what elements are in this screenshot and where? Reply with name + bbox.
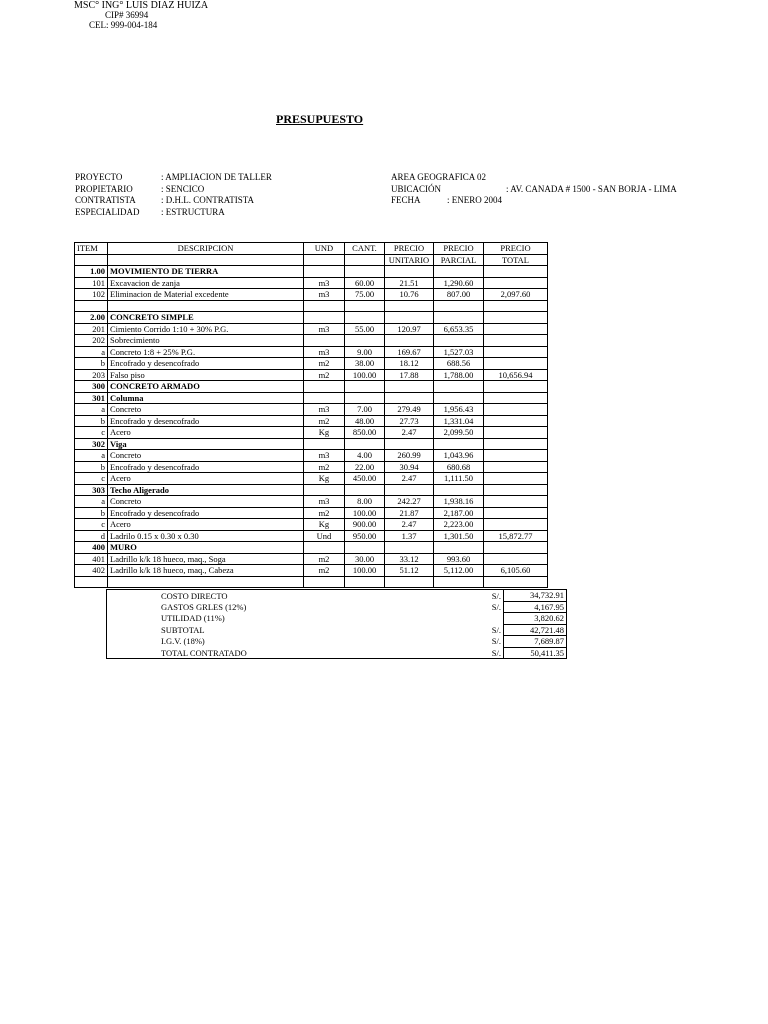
row-description: Excavacion de zanja	[108, 277, 304, 289]
row-partial-price: 1,788.00	[434, 369, 484, 381]
row-partial-price: 688.56	[434, 358, 484, 370]
row-description: Techo Aligerado	[108, 484, 304, 496]
row-quantity: 9.00	[345, 346, 385, 358]
row-item: 300	[75, 381, 108, 393]
row-item: d	[75, 530, 108, 542]
table-row	[75, 277, 548, 289]
row-total-price	[484, 323, 548, 335]
row-quantity: 60.00	[345, 277, 385, 289]
row-description: Ladrillo k/k 18 hueco, maq., Cabeza	[108, 565, 304, 577]
col-und-header-2	[304, 254, 345, 266]
row-partial-price	[434, 266, 484, 278]
row-description	[108, 576, 304, 588]
row-unit: m3	[304, 323, 345, 335]
info-value-propietario: : SENCICO	[161, 184, 205, 194]
row-unit	[304, 542, 345, 554]
row-item: 201	[75, 323, 108, 335]
row-description: Eliminacion de Material excedente	[108, 289, 304, 301]
row-total-price	[484, 346, 548, 358]
engineer-name: MSC° ING° LUIS DIAZ HUIZA	[74, 0, 209, 11]
row-total-price	[484, 404, 548, 416]
row-total-price	[484, 553, 548, 565]
row-unit	[304, 392, 345, 404]
table-row	[75, 323, 548, 335]
row-unit-price	[385, 300, 434, 312]
row-quantity: 38.00	[345, 358, 385, 370]
row-unit	[304, 381, 345, 393]
row-unit	[304, 438, 345, 450]
table-row	[75, 507, 548, 519]
col-cant-header-2	[345, 254, 385, 266]
row-unit-price: 30.94	[385, 461, 434, 473]
row-item: a	[75, 346, 108, 358]
row-quantity: 450.00	[345, 473, 385, 485]
table-row	[75, 358, 548, 370]
row-unit-price	[385, 542, 434, 554]
row-description: Encofrado y desencofrado	[108, 358, 304, 370]
table-row	[75, 576, 548, 588]
table-row	[75, 484, 548, 496]
col-pp-header-2: PARCIAL	[434, 254, 484, 266]
row-unit: m3	[304, 289, 345, 301]
table-row	[75, 289, 548, 301]
budget-table	[74, 242, 548, 588]
row-partial-price: 5,112.00	[434, 565, 484, 577]
col-item-header-2	[75, 254, 108, 266]
row-unit-price	[385, 312, 434, 324]
table-row	[75, 450, 548, 462]
row-total-price	[484, 507, 548, 519]
totals-currency: S/.	[458, 624, 504, 636]
row-unit-price: 2.47	[385, 519, 434, 531]
row-partial-price: 1,938.16	[434, 496, 484, 508]
col-desc-header: DESCRIPCION	[108, 243, 304, 255]
row-total-price	[484, 438, 548, 450]
row-unit-price: 242.27	[385, 496, 434, 508]
row-total-price	[484, 496, 548, 508]
row-quantity: 950.00	[345, 530, 385, 542]
info-label-contratista: CONTRATISTA	[75, 195, 136, 205]
row-description: Concreto 1:8 + 25% P.G.	[108, 346, 304, 358]
row-total-price	[484, 312, 548, 324]
row-description: Viga	[108, 438, 304, 450]
row-description: Encofrado y desencofrado	[108, 461, 304, 473]
row-quantity: 48.00	[345, 415, 385, 427]
row-item: a	[75, 496, 108, 508]
row-description: Cimiento Corrido 1:10 + 30% P.G.	[108, 323, 304, 335]
row-total-price	[484, 415, 548, 427]
col-desc-header-2	[108, 254, 304, 266]
row-unit: m2	[304, 565, 345, 577]
info-value-proyecto: : AMPLIACION DE TALLER	[161, 172, 272, 182]
row-partial-price: 1,956.43	[434, 404, 484, 416]
row-unit-price: 10.76	[385, 289, 434, 301]
row-item: 102	[75, 289, 108, 301]
engineer-phone: CEL: 999-004-184	[89, 20, 158, 30]
row-item: 400	[75, 542, 108, 554]
row-quantity: 22.00	[345, 461, 385, 473]
table-row	[75, 553, 548, 565]
row-total-price	[484, 358, 548, 370]
row-unit-price: 260.99	[385, 450, 434, 462]
row-quantity: 7.00	[345, 404, 385, 416]
row-unit-price: 279.49	[385, 404, 434, 416]
row-total-price	[484, 542, 548, 554]
row-item: 301	[75, 392, 108, 404]
row-partial-price	[434, 576, 484, 588]
table-row	[75, 473, 548, 485]
row-description: Falso piso	[108, 369, 304, 381]
row-unit-price: 2.47	[385, 427, 434, 439]
info-label-especialidad: ESPECIALIDAD	[75, 207, 140, 217]
totals-value: 42,721.48	[504, 624, 567, 636]
row-description: Sobrecimiento	[108, 335, 304, 347]
row-unit	[304, 484, 345, 496]
row-partial-price	[434, 484, 484, 496]
row-quantity	[345, 335, 385, 347]
row-unit-price	[385, 381, 434, 393]
row-unit-price: 1.37	[385, 530, 434, 542]
row-total-price	[484, 266, 548, 278]
totals-value: 3,820.62	[504, 613, 567, 625]
row-quantity: 30.00	[345, 553, 385, 565]
row-total-price: 2,097.60	[484, 289, 548, 301]
row-description: Concreto	[108, 450, 304, 462]
row-partial-price	[434, 312, 484, 324]
row-total-price: 10,656.94	[484, 369, 548, 381]
row-total-price	[484, 277, 548, 289]
totals-row	[107, 624, 567, 636]
row-unit	[304, 266, 345, 278]
row-total-price	[484, 576, 548, 588]
row-partial-price: 680.68	[434, 461, 484, 473]
row-unit-price	[385, 266, 434, 278]
row-item: 2.00	[75, 312, 108, 324]
row-item: c	[75, 427, 108, 439]
info-value-ubicacion: : AV. CANADA # 1500 - SAN BORJA - LIMA	[506, 184, 677, 194]
totals-table	[106, 589, 567, 659]
table-row	[75, 392, 548, 404]
row-description: Concreto	[108, 404, 304, 416]
col-item-header: ITEM	[75, 243, 108, 255]
info-label-proyecto: PROYECTO	[75, 172, 123, 182]
row-unit	[304, 312, 345, 324]
row-quantity: 850.00	[345, 427, 385, 439]
row-unit: m3	[304, 496, 345, 508]
row-partial-price: 2,099.50	[434, 427, 484, 439]
totals-label: COSTO DIRECTO	[161, 590, 228, 601]
row-partial-price: 1,301.50	[434, 530, 484, 542]
row-unit: m2	[304, 415, 345, 427]
row-unit-price: 2.47	[385, 473, 434, 485]
row-unit: m2	[304, 461, 345, 473]
row-description: CONCRETO SIMPLE	[108, 312, 304, 324]
row-quantity: 900.00	[345, 519, 385, 531]
row-item: 303	[75, 484, 108, 496]
row-partial-price: 2,187.00	[434, 507, 484, 519]
row-unit-price: 18.12	[385, 358, 434, 370]
row-description	[108, 300, 304, 312]
row-unit-price	[385, 335, 434, 347]
row-partial-price	[434, 438, 484, 450]
row-unit: m3	[304, 277, 345, 289]
row-partial-price: 807.00	[434, 289, 484, 301]
row-quantity: 55.00	[345, 323, 385, 335]
row-partial-price	[434, 542, 484, 554]
row-total-price	[484, 473, 548, 485]
row-unit-price: 17.88	[385, 369, 434, 381]
row-unit-price	[385, 438, 434, 450]
row-unit-price: 169.67	[385, 346, 434, 358]
totals-label: SUBTOTAL	[161, 624, 205, 635]
row-unit-price	[385, 484, 434, 496]
row-quantity: 8.00	[345, 496, 385, 508]
row-item: 402	[75, 565, 108, 577]
row-unit: m2	[304, 369, 345, 381]
row-quantity	[345, 300, 385, 312]
row-total-price: 6,105.60	[484, 565, 548, 577]
row-description: Columna	[108, 392, 304, 404]
row-quantity	[345, 266, 385, 278]
row-quantity: 100.00	[345, 507, 385, 519]
row-unit	[304, 576, 345, 588]
row-partial-price	[434, 300, 484, 312]
table-row	[75, 404, 548, 416]
row-quantity	[345, 542, 385, 554]
info-label-ubicacion: UBICACIÓN	[391, 184, 442, 194]
table-row	[75, 565, 548, 577]
row-total-price	[484, 450, 548, 462]
table-row	[75, 381, 548, 393]
row-description: Ladrillo k/k 18 hueco, maq., Soga	[108, 553, 304, 565]
row-unit: Und	[304, 530, 345, 542]
row-item: 101	[75, 277, 108, 289]
row-unit	[304, 300, 345, 312]
totals-label: I.G.V. (18%)	[161, 636, 205, 647]
row-item	[75, 300, 108, 312]
table-row	[75, 369, 548, 381]
row-total-price: 15,872.77	[484, 530, 548, 542]
row-description: Acero	[108, 473, 304, 485]
table-row	[75, 519, 548, 531]
row-item: 302	[75, 438, 108, 450]
row-partial-price: 6,653.35	[434, 323, 484, 335]
totals-value: 4,167.95	[504, 601, 567, 613]
row-unit-price: 27.73	[385, 415, 434, 427]
row-item: a	[75, 450, 108, 462]
row-item: 203	[75, 369, 108, 381]
row-total-price	[484, 484, 548, 496]
row-quantity	[345, 392, 385, 404]
row-unit-price	[385, 392, 434, 404]
table-row	[75, 415, 548, 427]
info-value-fecha: : ENERO 2004	[447, 195, 502, 205]
table-row	[75, 300, 548, 312]
row-quantity: 100.00	[345, 369, 385, 381]
col-pu-header-2: UNITARIO	[385, 254, 434, 266]
row-description: MOVIMIENTO DE TIERRA	[108, 266, 304, 278]
row-unit: m2	[304, 553, 345, 565]
row-item: b	[75, 461, 108, 473]
row-item: a	[75, 404, 108, 416]
row-total-price	[484, 519, 548, 531]
row-partial-price: 1,527.03	[434, 346, 484, 358]
row-partial-price: 1,043.96	[434, 450, 484, 462]
table-row	[75, 427, 548, 439]
totals-currency	[458, 613, 504, 625]
totals-currency: S/.	[458, 636, 504, 648]
row-item: b	[75, 358, 108, 370]
info-area: AREA GEOGRAFICA 02	[391, 172, 487, 182]
row-partial-price	[434, 381, 484, 393]
table-row	[75, 312, 548, 324]
totals-row	[107, 601, 567, 613]
col-und-header: UND	[304, 243, 345, 255]
totals-currency: S/.	[458, 590, 504, 602]
row-item: c	[75, 473, 108, 485]
row-unit: Kg	[304, 427, 345, 439]
table-row	[75, 530, 548, 542]
row-unit-price	[385, 576, 434, 588]
row-total-price	[484, 381, 548, 393]
table-row	[75, 438, 548, 450]
document-title: PRESUPUESTO	[276, 112, 364, 126]
row-unit: m3	[304, 450, 345, 462]
totals-label: GASTOS GRLES (12%)	[161, 601, 247, 612]
totals-row	[107, 647, 567, 659]
totals-label: UTILIDAD (11%)	[161, 613, 225, 624]
totals-label: TOTAL CONTRATADO	[161, 647, 247, 658]
row-item: c	[75, 519, 108, 531]
row-quantity	[345, 312, 385, 324]
col-pt-header-2: TOTAL	[484, 254, 548, 266]
row-item: b	[75, 415, 108, 427]
row-total-price	[484, 427, 548, 439]
row-item: 1.00	[75, 266, 108, 278]
row-description: Acero	[108, 427, 304, 439]
table-row	[75, 346, 548, 358]
row-item	[75, 576, 108, 588]
totals-currency: S/.	[458, 647, 504, 659]
row-unit: m3	[304, 346, 345, 358]
table-row	[75, 335, 548, 347]
totals-value: 50,411.35	[504, 647, 567, 659]
row-total-price	[484, 335, 548, 347]
row-quantity	[345, 438, 385, 450]
row-partial-price	[434, 335, 484, 347]
row-quantity: 100.00	[345, 565, 385, 577]
totals-currency: S/.	[458, 601, 504, 613]
row-item: b	[75, 507, 108, 519]
row-quantity	[345, 576, 385, 588]
budget-table-body	[75, 266, 548, 588]
budget-table-header	[75, 243, 548, 266]
totals-row	[107, 613, 567, 625]
totals-value: 7,689.87	[504, 636, 567, 648]
row-unit-price: 33.12	[385, 553, 434, 565]
row-unit: m2	[304, 358, 345, 370]
row-item: 401	[75, 553, 108, 565]
row-partial-price	[434, 392, 484, 404]
row-unit: m3	[304, 404, 345, 416]
row-description: Encofrado y desencofrado	[108, 415, 304, 427]
row-description: Concreto	[108, 496, 304, 508]
totals-row	[107, 636, 567, 648]
row-description: Acero	[108, 519, 304, 531]
totals-body	[107, 590, 567, 659]
col-pu-header: PRECIO	[385, 243, 434, 255]
row-total-price	[484, 392, 548, 404]
row-partial-price: 1,111.50	[434, 473, 484, 485]
row-unit: m2	[304, 507, 345, 519]
col-pt-header: PRECIO	[484, 243, 548, 255]
table-row	[75, 542, 548, 554]
row-total-price	[484, 461, 548, 473]
row-description: CONCRETO ARMADO	[108, 381, 304, 393]
row-unit: Kg	[304, 519, 345, 531]
totals-row	[107, 590, 567, 602]
info-value-especialidad: : ESTRUCTURA	[161, 207, 225, 217]
row-item: 202	[75, 335, 108, 347]
col-cant-header: CANT.	[345, 243, 385, 255]
row-quantity: 75.00	[345, 289, 385, 301]
row-partial-price: 1,331.04	[434, 415, 484, 427]
row-quantity	[345, 381, 385, 393]
row-partial-price: 993.60	[434, 553, 484, 565]
row-description: MURO	[108, 542, 304, 554]
row-quantity: 4.00	[345, 450, 385, 462]
engineer-cip: CIP# 36994	[105, 10, 149, 20]
row-partial-price: 2,223.00	[434, 519, 484, 531]
row-description: Encofrado y desencofrado	[108, 507, 304, 519]
col-pp-header: PRECIO	[434, 243, 484, 255]
row-unit-price: 21.51	[385, 277, 434, 289]
row-unit-price: 21.87	[385, 507, 434, 519]
info-value-contratista: : D.H.L. CONTRATISTA	[161, 195, 255, 205]
row-quantity	[345, 484, 385, 496]
info-label-fecha: FECHA	[391, 195, 421, 205]
row-unit-price: 51.12	[385, 565, 434, 577]
table-row	[75, 461, 548, 473]
table-row	[75, 496, 548, 508]
row-total-price	[484, 300, 548, 312]
row-unit	[304, 335, 345, 347]
row-unit-price: 120.97	[385, 323, 434, 335]
row-description: Ladrilo 0.15 x 0.30 x 0.30	[108, 530, 304, 542]
row-unit: Kg	[304, 473, 345, 485]
totals-value: 34,732.91	[504, 590, 567, 602]
row-partial-price: 1,290.60	[434, 277, 484, 289]
table-row	[75, 266, 548, 278]
info-label-propietario: PROPIETARIO	[75, 184, 133, 194]
